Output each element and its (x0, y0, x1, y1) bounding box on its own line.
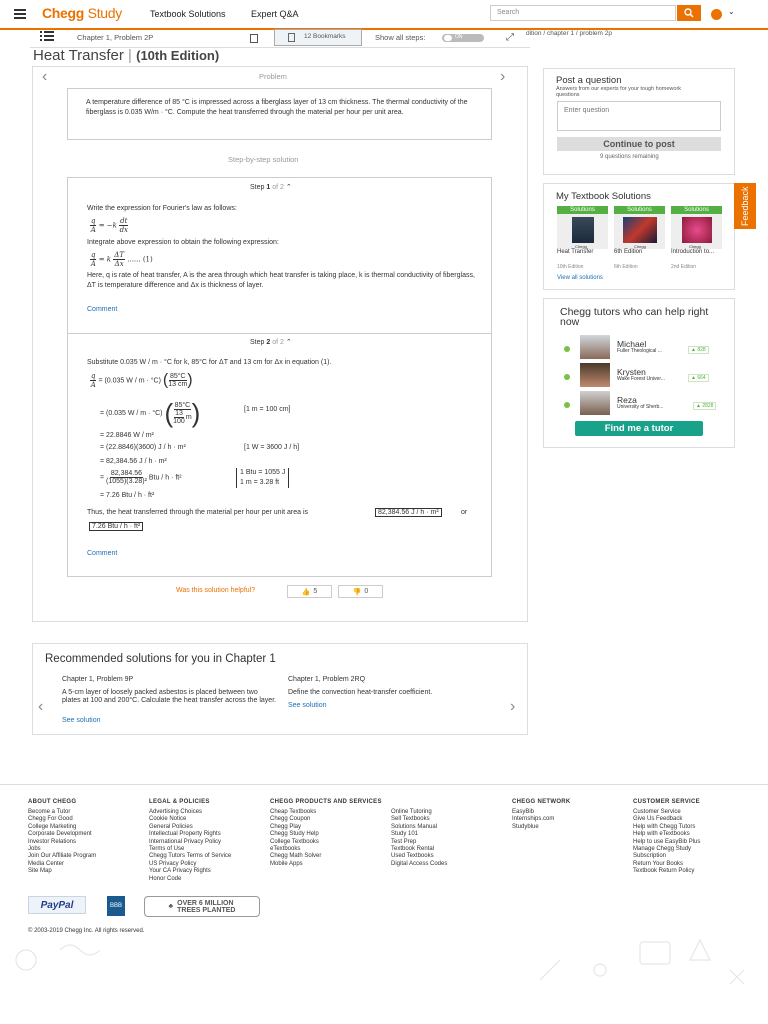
thumbs-up-icon: ▲ (696, 403, 701, 409)
footer-link[interactable]: Join Our Affiliate Program (28, 853, 97, 860)
book-edition: (10th Edition) (136, 48, 220, 63)
bookmark-checkbox[interactable] (250, 34, 258, 43)
frac-unit: m (185, 413, 192, 421)
rec-item-2-text: Define the convection heat-transfer coefficient. (288, 689, 433, 696)
post-title: Post a question (556, 75, 622, 86)
step-2-substitute: Substitute 0.035 W / m · °C for k, 85°C for ΔT and 13 cm for Δx in equation (1). (87, 359, 332, 366)
feedback-tab[interactable]: Feedback (734, 183, 756, 229)
rec-prev-arrow-icon[interactable]: ‹ (38, 698, 44, 715)
thumbs-down-button[interactable] (338, 585, 383, 598)
list-icon[interactable] (40, 31, 54, 43)
footer-divider (0, 784, 768, 785)
solutions-badge: Solutions (614, 206, 665, 214)
view-all-solutions-link[interactable]: View all solutions (557, 275, 603, 281)
my-solutions-title: My Textbook Solutions (556, 191, 651, 202)
footer-link[interactable]: Solutions Manual (391, 823, 438, 830)
answer-si: 82,384.56 J / h · m² (375, 508, 442, 517)
search-icon (684, 8, 694, 18)
footer-head-network: CHEGG NETWORK (512, 799, 571, 805)
tutor-2-school: Wake Forest Univer... (617, 376, 665, 382)
footer-link[interactable]: Chegg Tutors Terms of Service (149, 853, 232, 860)
conversion-line: 1 m = 3.28 ft (240, 479, 280, 486)
answer-imperial: 7.26 Btu / h · ft² (89, 522, 143, 531)
footer-link[interactable]: Online Tutoring (391, 809, 432, 815)
tutor-avatar[interactable] (580, 335, 610, 359)
toggle-state: ON (455, 34, 463, 40)
notebook-icon (640, 942, 670, 964)
continue-to-post-button[interactable]: Continue to post (557, 137, 721, 151)
flask-icon (690, 940, 710, 960)
calc-line-1: $\frac{q}{A}$ = (0.035 W / m · °C) ( $\frac{85^\circ C}{13 cm}$ ) (90, 371, 193, 389)
step-number: 1 (266, 184, 271, 191)
chegg-study-logo[interactable] (42, 5, 122, 21)
bookmarks-count: 12 Bookmarks (304, 33, 346, 40)
post-subtitle: Answers from our experts for your tough homework questions (556, 86, 682, 98)
footer-link[interactable]: Your CA Privacy Rights (149, 868, 211, 875)
footer-col-about (28, 809, 96, 876)
footer-link[interactable]: Investor Relations (28, 838, 77, 845)
footer-link[interactable]: Chegg For Good (28, 816, 73, 823)
next-problem-arrow-icon[interactable]: › (500, 68, 506, 85)
cross-icon (730, 970, 744, 984)
show-all-steps-label: Show all steps: (375, 33, 426, 42)
frac-num: 85°C (169, 373, 186, 380)
book-title: Heat Transfer | (10th Edition) (33, 47, 220, 64)
frac-inner-den: 100 (173, 417, 185, 425)
footer-link[interactable]: Study 101 (391, 831, 419, 838)
calc-line-7: = 7.26 Btu / h · ft² (100, 492, 155, 499)
footer-link[interactable]: Terms of Use (149, 846, 185, 853)
step-label: Step (250, 339, 265, 346)
frac-den: (1055)(3.28)² (106, 478, 147, 485)
footer-link[interactable]: Help with Chegg Tutors (633, 823, 696, 830)
frac-inner-num: 13 (175, 409, 183, 417)
footer-link[interactable]: Manage Chegg Study Subscription (633, 846, 692, 860)
frac-num: 82,384.56 (110, 470, 143, 477)
footer-link[interactable]: College Marketing (28, 823, 77, 830)
footer-head-products: CHEGG PRODUCTS AND SERVICES (270, 799, 382, 805)
helpful-question: Was this solution helpful? (176, 587, 256, 594)
step-2-header[interactable] (250, 338, 292, 346)
footer-link[interactable]: Chegg Math Solver (270, 853, 322, 860)
footer-link[interactable]: EasyBib (512, 809, 535, 815)
cover-brand: Chegg (634, 244, 646, 249)
footer-col-products-2 (391, 809, 447, 868)
lightbulb-icon (16, 950, 36, 970)
toggle-knob (444, 35, 452, 41)
footer-link[interactable]: Textbook Rental (391, 846, 435, 853)
calc-line-6: = $\frac{82,384.56}{\text{(1055)(3.28)²}}$ Btu / h · ft² (100, 470, 182, 485)
rec-next-arrow-icon[interactable]: › (510, 698, 516, 715)
footer-link[interactable]: Corporate Development (28, 831, 92, 838)
footer-link[interactable]: Help to use EasyBib Plus (633, 838, 701, 845)
footer-link[interactable]: International Privacy Policy (149, 838, 222, 845)
search-input[interactable]: Search (490, 5, 676, 21)
fourier-law-equation: $\frac{q}{A}$ = −k $\frac{dt}{dx}$ (90, 217, 128, 234)
calc-line-5: = 82,384.56 J / h · m² (100, 458, 167, 465)
online-status-dot (564, 346, 570, 352)
book-cover-heat-transfer[interactable] (557, 214, 608, 249)
thumbs-up-icon: ▲ (691, 375, 696, 381)
copyright: © 2003-2019 Chegg Inc. All rights reserved. (28, 928, 145, 934)
footer-col-products (270, 809, 321, 868)
conversion-btu-ft (236, 468, 289, 488)
chevron-up-icon: ⌃ (285, 184, 292, 191)
calc-line-4: = (22.8846)(3600) J / h · m² (100, 444, 186, 451)
problem-text: A temperature difference of 85 °C is impressed across a fiberglass layer of 13 cm thickness. The thermal conductivity of the fiberglass is 0.035 W/m · °C. Compute the heat transferred through the material per hour per unit area. (86, 99, 468, 116)
conversion-line: 1 Btu = 1055 J (240, 469, 286, 476)
tutors-title: Chegg tutors who can help right now (560, 306, 709, 328)
rec-item-1-link[interactable]: See solution (62, 717, 101, 724)
footer-link[interactable]: Site Map (28, 868, 52, 875)
frac-num: 85°C (174, 401, 191, 409)
rec-item-1-text: A 5-cm layer of loosely packed asbestos is placed between two plates at 100 and 200°C. Calculate the heat transfer across the layer. (62, 689, 277, 704)
online-status-dot (564, 402, 570, 408)
questions-remaining: 9 questions remaining (600, 154, 659, 160)
frac-unit: Btu / h · ft² (148, 474, 182, 482)
rec-item-1-label[interactable]: Chapter 1, Problem 9P (62, 676, 134, 683)
conversion-w-jh: [1 W = 3600 J / h] (244, 444, 300, 451)
logo-product: Study (87, 5, 122, 21)
tutor-1-name[interactable]: Michael (617, 339, 647, 349)
calc-text: = (0.035 W / m · °C) (98, 377, 161, 385)
footer-link[interactable]: Chegg Play (270, 823, 302, 830)
score: 828 (697, 347, 706, 353)
bbb-logo: BBB (107, 896, 125, 916)
footer-link[interactable]: Internships.com (512, 816, 555, 823)
footer-col-legal (149, 809, 231, 883)
thumbs-up-icon: 👍 (301, 588, 311, 596)
logo-brand: Chegg (42, 5, 85, 21)
cover-brand: Chegg (575, 244, 587, 249)
footer-link[interactable]: Used Textbooks (391, 853, 434, 860)
search-button[interactable] (677, 5, 701, 21)
calc-line-3: = 22.8846 W / m² (100, 432, 154, 439)
fullscreen-icon[interactable]: ⤢ (506, 32, 514, 43)
footer-link[interactable]: Customer Service (633, 809, 681, 815)
footer-head-legal: LEGAL & POLICIES (149, 799, 210, 805)
thumbs-up-icon: ▲ (691, 347, 696, 353)
step-1-comment-link[interactable]: Comment (87, 306, 118, 313)
conclusion-text: Thus, the heat transferred through the material per hour per unit area is (87, 509, 309, 516)
score: 664 (697, 375, 706, 381)
tutor-2-name[interactable]: Krysten (617, 367, 646, 377)
step-1-header[interactable] (250, 183, 292, 191)
book-2-name[interactable]: 6th Edition (614, 249, 643, 255)
tutor-1-score (688, 346, 709, 354)
breadcrumb[interactable]: dition / chapter 1 / problem 2p (526, 30, 612, 37)
chevron-up-icon: ⌃ (285, 339, 292, 346)
pencil-icon (540, 960, 560, 980)
footer-link[interactable]: Studyblue (512, 823, 539, 830)
step-of: of 2 (272, 339, 284, 346)
integrated-equation: $\frac{q}{A}$ = k $\frac{\Delta T}{\Delta x}$ ...... (1) (90, 251, 153, 268)
tutor-2-score (688, 374, 709, 382)
footer-link[interactable]: Advertising Choices (149, 809, 203, 815)
recommended-title: Recommended solutions for you in Chapter 1 (45, 653, 276, 665)
score: 2828 (702, 403, 714, 409)
footer-link[interactable]: Digital Access Codes (391, 860, 448, 867)
nav-textbook-solutions[interactable]: Textbook Solutions (150, 9, 226, 19)
book-1-edition: 10th Edition (557, 264, 584, 270)
footer-link[interactable]: Mobile Apps (270, 860, 303, 867)
prev-problem-arrow-icon[interactable]: ‹ (42, 68, 48, 85)
step-1-line-3: Here, q is rate of heat transfer, A is the area through which heat transfer is taking place, k is thermal conductivity of fiberglass, ΔT is temperature difference and Δx is thickness of layer. (87, 272, 475, 289)
problem-statement (67, 88, 492, 140)
book-2-edition: 6th Edition (614, 264, 638, 270)
user-avatar[interactable] (711, 9, 722, 20)
equation-ref: ...... (1) (127, 255, 153, 264)
footer-col-network (512, 809, 554, 831)
cover-brand: Chegg (689, 244, 701, 249)
trees-line-1: OVER 6 MILLION (177, 899, 234, 907)
footer-link[interactable]: Help with eTextbooks (633, 831, 690, 838)
problem-heading: Problem (259, 72, 287, 81)
footer-link[interactable]: Intellectual Property Rights (149, 831, 221, 838)
tutor-avatar[interactable] (580, 391, 610, 415)
trees-planted-badge (144, 896, 260, 917)
steps-heading: Step-by-step solution (228, 155, 299, 164)
thumbs-down-icon: 👎 (352, 588, 362, 596)
step-divider (67, 333, 492, 334)
tree-icon: ♣ (168, 903, 174, 910)
circle-doodle (594, 964, 606, 976)
chapter-problem-selector[interactable]: Chapter 1, Problem 2P (77, 33, 154, 42)
footer-link[interactable]: Cheap Textbooks (270, 809, 317, 815)
solutions-badge: Solutions (671, 206, 722, 214)
step-of: of 2 (272, 184, 284, 191)
rec-item-2-label[interactable]: Chapter 1, Problem 2RQ (288, 676, 366, 683)
up-count: 5 (313, 588, 318, 595)
question-input[interactable]: Enter question (557, 101, 721, 131)
rec-item-2-link[interactable]: See solution (288, 702, 327, 709)
tutor-3-name[interactable]: Reza (617, 395, 637, 405)
footer-link[interactable]: Chegg Study Help (270, 831, 319, 838)
footer-link[interactable]: General Policies (149, 823, 193, 830)
footer-link[interactable]: Honor Code (149, 875, 182, 882)
footer-link[interactable]: Media Center (28, 860, 65, 867)
footer-link[interactable]: Give Us Feedback (633, 816, 683, 823)
footer-link[interactable]: Chegg Coupon (270, 816, 311, 823)
online-status-dot (564, 374, 570, 380)
calc-text: = (0.035 W / m · °C) (100, 409, 163, 417)
book-cover-3[interactable] (671, 214, 722, 249)
footer-head-about: ABOUT CHEGG (28, 799, 77, 805)
paypal-logo: PayPal (28, 896, 86, 914)
calc-line-2: = (0.035 W / m · °C) ( 85°C $\frac{13}{100}$ m ) (100, 398, 201, 428)
find-tutor-button[interactable]: Find me a tutor (575, 421, 703, 436)
conversion-cm-m: [1 m = 100 cm] (244, 406, 291, 413)
trees-line-2: TREES PLANTED (177, 906, 236, 914)
book-3-name[interactable]: Introduction to... (671, 249, 715, 255)
step-label: Step (250, 184, 265, 191)
footer-link[interactable]: US Privacy Policy (149, 860, 197, 867)
footer-doodles (0, 930, 768, 1024)
step-2-comment-link[interactable]: Comment (87, 550, 118, 557)
book-cover-2[interactable] (614, 214, 665, 249)
step-1-line-1: Write the expression for Fourier's law as follows: (87, 205, 237, 212)
frac-den: 13 cm (168, 381, 188, 388)
footer-link[interactable]: eTextbooks (270, 846, 301, 853)
footer-link[interactable]: Test Prep (391, 838, 417, 845)
tutor-3-school: University of Sherb... (617, 404, 664, 410)
squiggle-icon (60, 945, 100, 955)
footer-link[interactable]: Cookie Notice (149, 816, 187, 823)
footer-link[interactable]: Jobs (28, 846, 41, 853)
thumbs-up-button[interactable] (287, 585, 332, 598)
book-title-text: Heat Transfer (33, 47, 124, 64)
chevron-down-icon[interactable]: ⌄ (728, 7, 735, 16)
step-2-panel (67, 333, 492, 577)
footer-link[interactable]: Sell Textbooks (391, 816, 430, 823)
step-1-line-2: Integrate above expression to obtain the following expression: (87, 239, 279, 246)
footer-link[interactable]: Textbook Return Policy (633, 868, 695, 875)
step-number: 2 (266, 339, 271, 346)
menu-icon[interactable] (14, 7, 26, 21)
tutor-3-score (693, 402, 716, 410)
footer-link[interactable]: Return Your Books (633, 860, 684, 867)
nav-expert-qa[interactable]: Expert Q&A (251, 9, 299, 19)
book-3-edition: 2nd Edition (671, 264, 697, 270)
footer-link[interactable]: Become a Tutor (28, 809, 71, 815)
footer-col-customer (633, 809, 713, 876)
solutions-badge: Solutions (557, 206, 608, 214)
tutor-1-school: Fuller Theological ... (617, 348, 662, 354)
footer-head-customer: CUSTOMER SERVICE (633, 799, 700, 805)
answer-or: or (461, 509, 468, 516)
footer-link[interactable]: College Textbooks (270, 838, 319, 845)
bookmark-icon (288, 33, 295, 42)
book-1-name[interactable]: Heat Transfer (557, 249, 594, 255)
down-count: 0 (364, 588, 369, 595)
tutor-avatar[interactable] (580, 363, 610, 387)
